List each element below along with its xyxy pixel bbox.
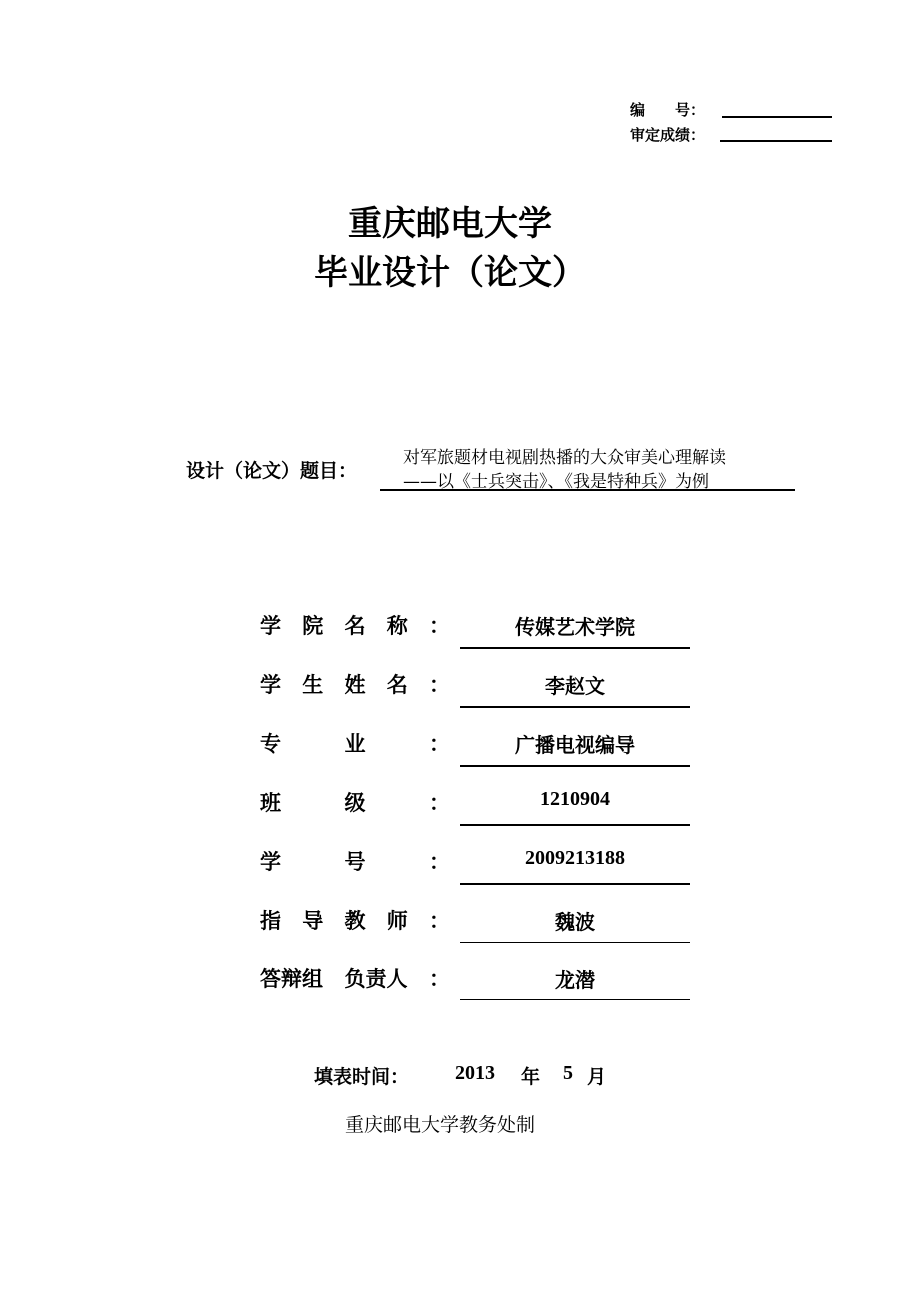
field-underline xyxy=(460,706,690,708)
topic-underline xyxy=(380,489,795,491)
field-label-char: 学 xyxy=(260,614,281,638)
field-value[interactable]: 1210904 xyxy=(540,788,610,810)
year-unit: 年 xyxy=(521,1066,541,1088)
field-label-char: 教 xyxy=(344,909,366,933)
topic-label: 设计（论文）题目： xyxy=(186,460,358,482)
field-value[interactable]: 2009213188 xyxy=(525,847,625,869)
document-type-title: 毕业设计（论文） xyxy=(314,253,586,293)
field-label-char: 姓 xyxy=(344,673,366,697)
field-label xyxy=(260,669,450,699)
field-value[interactable]: 龙潜 xyxy=(555,968,595,992)
field-underline xyxy=(460,942,690,943)
topic-line-1: 对军旅题材电视剧热播的大众审美心理解读 xyxy=(403,448,726,468)
field-label-char: 学 xyxy=(260,673,281,697)
grade-field-line[interactable] xyxy=(720,140,832,142)
fill-year: 2013 xyxy=(455,1062,495,1084)
field-label-char: 生 xyxy=(302,673,324,697)
issuer-line: 重庆邮电大学教务处制 xyxy=(345,1114,536,1136)
number-label: 编 号： xyxy=(630,101,706,119)
field-label xyxy=(260,846,450,876)
field-label-char: 名 xyxy=(386,673,408,697)
number-field-line[interactable] xyxy=(722,116,832,118)
month-unit: 月 xyxy=(587,1066,607,1088)
field-label-char: 学 xyxy=(260,850,281,874)
field-value[interactable]: 魏波 xyxy=(555,910,595,934)
field-label xyxy=(260,610,450,640)
field-value[interactable]: 李赵文 xyxy=(545,674,605,698)
grade-label: 审定成绩： xyxy=(630,126,706,144)
field-label-char: 院 xyxy=(302,614,324,638)
field-label-char: ： xyxy=(429,673,450,697)
field-label-char: 号 xyxy=(344,850,366,874)
field-label-char: 专 xyxy=(260,732,281,756)
field-label-char: 指 xyxy=(260,909,281,933)
field-label-char: 负责人 xyxy=(344,967,408,991)
field-label xyxy=(260,728,450,758)
fill-time-label: 填表时间： xyxy=(314,1066,410,1088)
topic-line-2: ——以《士兵突击》、《我是特种兵》为例 xyxy=(403,472,709,492)
field-label-char: ： xyxy=(429,850,450,874)
field-label-char: 班 xyxy=(260,791,281,815)
field-underline xyxy=(460,999,690,1000)
field-label xyxy=(260,905,450,935)
field-label-char: ： xyxy=(429,791,450,815)
field-label-char: 答辩组 xyxy=(260,967,323,991)
field-label-char: ： xyxy=(429,909,450,933)
field-label xyxy=(260,963,450,993)
field-label-char: 业 xyxy=(344,732,366,756)
field-underline xyxy=(460,765,690,767)
field-label-char: ： xyxy=(429,614,450,638)
field-label xyxy=(260,787,450,817)
field-label-char: ： xyxy=(429,967,450,991)
field-value[interactable]: 广播电视编导 xyxy=(515,733,635,757)
field-underline xyxy=(460,647,690,649)
field-label-char: 名 xyxy=(344,614,366,638)
field-underline xyxy=(460,883,690,885)
field-label-char: ： xyxy=(429,732,450,756)
field-value[interactable]: 传媒艺术学院 xyxy=(515,615,635,639)
field-underline xyxy=(460,824,690,826)
field-label-char: 称 xyxy=(386,614,408,638)
fill-month: 5 xyxy=(563,1062,573,1084)
university-title: 重庆邮电大学 xyxy=(348,204,552,244)
field-label-char: 师 xyxy=(386,909,408,933)
field-label-char: 导 xyxy=(302,909,324,933)
field-label-char: 级 xyxy=(344,791,366,815)
